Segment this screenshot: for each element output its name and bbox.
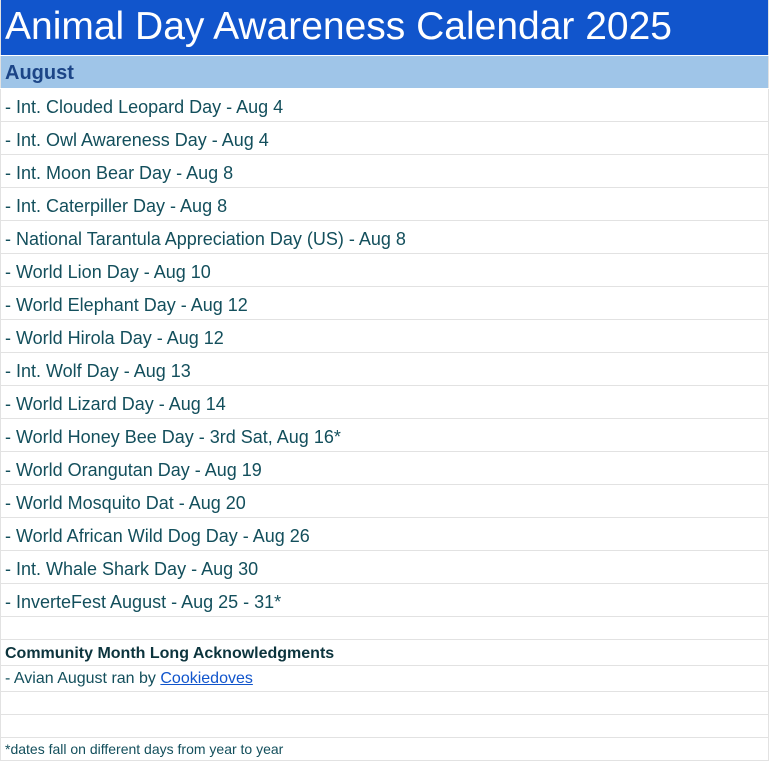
event-row[interactable] [0,584,769,617]
event-row[interactable] [0,485,769,518]
event-label: - World Honey Bee Day - 3rd Sat, Aug 16* [5,427,341,447]
community-item-row[interactable] [0,666,769,692]
event-label: - World Mosquito Dat - Aug 20 [5,493,246,513]
blank-row[interactable] [0,692,769,715]
event-label: - Int. Clouded Leopard Day - Aug 4 [5,97,284,117]
event-row[interactable] [0,551,769,584]
blank-row[interactable] [0,715,769,738]
month-header-row[interactable] [0,56,769,88]
event-row[interactable] [0,188,769,221]
footnote: *dates fall on different days from year to year [5,741,284,757]
event-label: - InverteFest August - Aug 25 - 31* [5,592,282,612]
event-label: - Int. Whale Shark Day - Aug 30 [5,559,259,579]
cookiedoves-link[interactable]: Cookiedoves [160,670,253,687]
event-label: - World Hirola Day - Aug 12 [5,328,224,348]
event-row[interactable] [0,89,769,122]
event-row[interactable] [0,287,769,320]
event-row[interactable] [0,221,769,254]
community-item [5,670,253,688]
event-row[interactable] [0,320,769,353]
event-row[interactable] [0,452,769,485]
event-row[interactable] [0,386,769,419]
event-row[interactable] [0,518,769,551]
community-heading-row[interactable] [0,640,769,666]
event-label: - Int. Wolf Day - Aug 13 [5,361,191,381]
blank-row[interactable] [0,617,769,640]
event-label: - World Orangutan Day - Aug 19 [5,460,262,480]
event-row[interactable] [0,254,769,287]
event-label: - World Lion Day - Aug 10 [5,262,211,282]
event-label: - World Elephant Day - Aug 12 [5,295,248,315]
event-row[interactable] [0,122,769,155]
event-label: - Int. Moon Bear Day - Aug 8 [5,163,234,183]
month-label: August [5,62,74,84]
event-label: - World Lizard Day - Aug 14 [5,394,226,414]
event-label: - Int. Caterpiller Day - Aug 8 [5,196,228,216]
event-row[interactable] [0,353,769,386]
event-row[interactable] [0,419,769,452]
page-title: Animal Day Awareness Calendar 2025 [5,5,672,48]
event-label: - Int. Owl Awareness Day - Aug 4 [5,130,269,150]
title-row[interactable] [0,0,769,55]
community-heading: Community Month Long Acknowledgments [5,645,335,662]
community-item-prefix: - Avian August ran by [5,670,161,687]
event-label: - World African Wild Dog Day - Aug 26 [5,526,310,546]
event-row[interactable] [0,155,769,188]
event-label: - National Tarantula Appreciation Day (US) - Aug 8 [5,229,406,249]
footnote-row[interactable] [0,738,769,761]
